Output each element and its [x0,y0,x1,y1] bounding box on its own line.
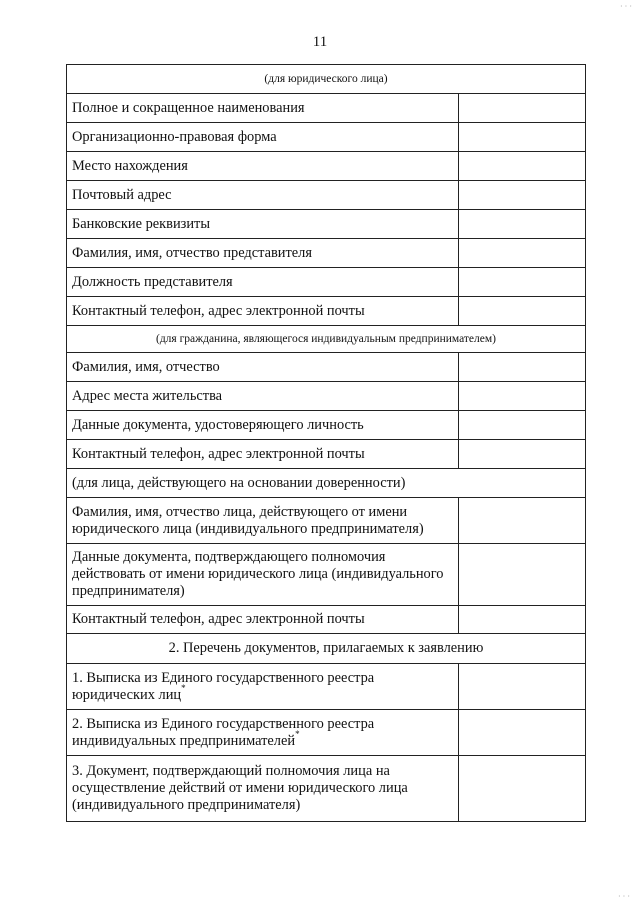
field-label: Фамилия, имя, отчество [67,353,459,382]
table-row [67,756,586,822]
field-value-cell[interactable] [459,181,586,210]
document-item-label [67,710,459,756]
table-row [67,65,586,94]
field-value-cell[interactable] [459,544,586,606]
field-label: Полное и сокращенное наименования [67,94,459,123]
table-row [67,297,586,326]
field-label: Контактный телефон, адрес электронной почты [67,297,459,326]
table-row [67,606,586,634]
document-item-text: 1. Выписка из Единого государственного реестра юридических лиц [72,669,375,703]
field-value-cell[interactable] [459,353,586,382]
table-row [67,469,586,498]
field-value-cell[interactable] [459,239,586,268]
field-label: Данные документа, подтверждающего полномочия действовать от имени юридического лица (индивидуального предпринимателя) [67,544,459,606]
table-row [67,544,586,606]
field-label: Место нахождения [67,152,459,181]
scan-artifact: · · · [620,2,632,11]
table-row [67,498,586,544]
field-label: Банковские реквизиты [67,210,459,239]
field-label: Организационно-правовая форма [67,123,459,152]
table-row [67,664,586,710]
field-label: Фамилия, имя, отчество представителя [67,239,459,268]
field-value-cell[interactable] [459,268,586,297]
field-label: Контактный телефон, адрес электронной почты [67,606,459,634]
table-row [67,152,586,181]
table-row [67,326,586,353]
field-value-cell[interactable] [459,297,586,326]
document-item-label [67,664,459,710]
field-value-cell[interactable] [459,411,586,440]
field-value-cell[interactable] [459,382,586,411]
document-check-cell[interactable] [459,756,586,822]
document-check-cell[interactable] [459,710,586,756]
table-row [67,353,586,382]
field-value-cell[interactable] [459,152,586,181]
field-value-cell[interactable] [459,440,586,469]
field-label: Должность представителя [67,268,459,297]
table-row [67,239,586,268]
field-label: Данные документа, удостоверяющего личность [67,411,459,440]
scan-artifact: · · · [618,892,630,901]
table-row [67,210,586,239]
page-number: 11 [312,34,328,50]
table-row [67,268,586,297]
field-value-cell[interactable] [459,498,586,544]
footnote-mark: * [295,728,300,739]
field-label: Фамилия, имя, отчество лица, действующего от имени юридического лица (индивидуального предпринимателя) [67,498,459,544]
table-row [67,710,586,756]
table-row [67,123,586,152]
field-value-cell[interactable] [459,94,586,123]
field-value-cell[interactable] [459,210,586,239]
field-value-cell[interactable] [459,123,586,152]
section-header-proxy: (для лица, действующего на основании доверенности) [67,469,586,498]
document-check-cell[interactable] [459,664,586,710]
application-form-table [66,64,586,822]
table-row [67,411,586,440]
section-header-entrepreneur: (для гражданина, являющегося индивидуальным предпринимателем) [67,326,586,353]
section-header-legal-entity: (для юридического лица) [67,65,586,94]
section-header-documents: 2. Перечень документов, прилагаемых к заявлению [67,634,586,664]
table-row [67,440,586,469]
document-item-text: 2. Выписка из Единого государственного реестра индивидуальных предпринимателей [72,715,375,749]
field-label: Контактный телефон, адрес электронной почты [67,440,459,469]
table-row [67,382,586,411]
document-item-label: 3. Документ, подтверждающий полномочия лица на осуществление действий от имени юридического лица (индивидуального предпринимателя) [67,756,459,822]
table-row [67,181,586,210]
field-value-cell[interactable] [459,606,586,634]
field-label: Почтовый адрес [67,181,459,210]
footnote-mark: * [181,682,186,693]
table-row [67,634,586,664]
field-label: Адрес места жительства [67,382,459,411]
table-row [67,94,586,123]
